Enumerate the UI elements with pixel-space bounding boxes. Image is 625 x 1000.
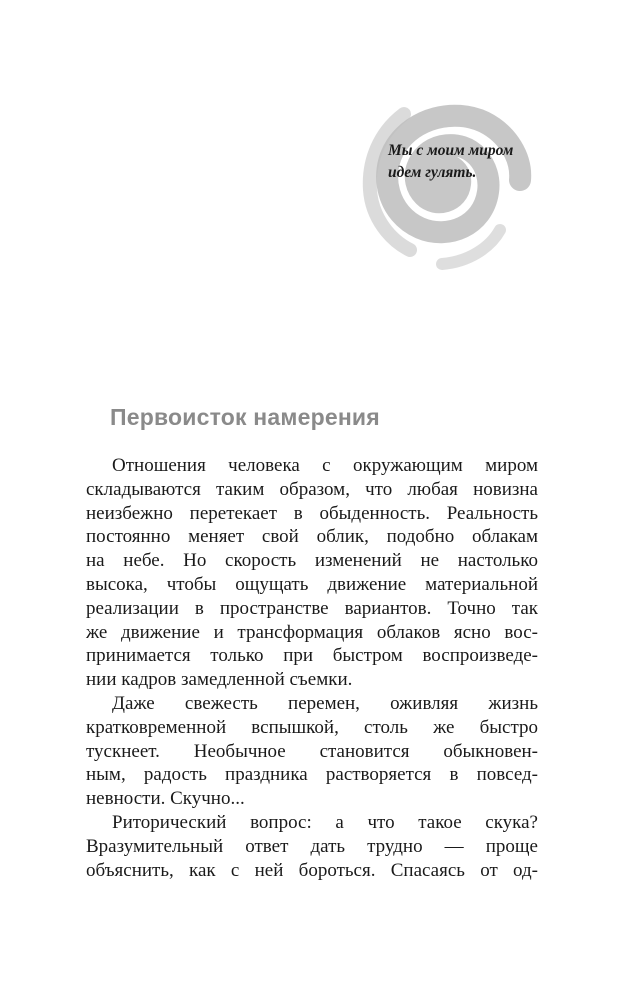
- text-line: же движение и трансформация облаков ясно вос-: [86, 621, 538, 643]
- text-line: принимается только при быстром воспроизведе-: [86, 645, 538, 667]
- text-line: Даже свежесть перемен, оживляя жизнь: [112, 692, 538, 714]
- epigraph: [388, 140, 513, 184]
- text-line: Вразумительный ответ дать трудно — проще: [86, 835, 538, 857]
- text-line: кратковременной вспышкой, столь же быстро: [86, 716, 538, 738]
- paragraph: [86, 692, 538, 811]
- paragraph: [86, 811, 538, 882]
- text-line: Отношения человека с окружающим миром: [112, 455, 538, 476]
- section-heading: Первоисток намерения: [110, 404, 380, 430]
- epigraph-line: идем гулять.: [388, 164, 477, 181]
- text-line: тускнеет. Необычное становится обыкновен-: [86, 740, 538, 762]
- text-line: складываются таким образом, что любая новизна: [86, 478, 538, 500]
- text-line: на небе. Но скорость изменений не настолько: [86, 550, 538, 572]
- text-line: ным, радость праздника растворяется в повсед-: [86, 764, 538, 786]
- text-line: нии кадров замедленной съемки.: [86, 669, 353, 691]
- paragraph: [86, 454, 538, 692]
- text-line: неизбежно перетекает в обыденность. Реальность: [86, 502, 538, 524]
- text-line: невности. Скучно...: [86, 788, 245, 810]
- text-line: реализации в пространстве вариантов. Точно так: [86, 597, 538, 619]
- text-line: Риторический вопрос: а что такое скука?: [112, 811, 538, 833]
- epigraph-line: Мы с моим миром: [388, 142, 514, 159]
- text-line: объяснить, как с ней бороться. Спасаясь от од-: [86, 859, 538, 881]
- text-line: постоянно меняет свой облик, подобно облакам: [86, 526, 538, 548]
- text-line: высока, чтобы ощущать движение материальной: [86, 573, 538, 595]
- body-text: [86, 454, 538, 882]
